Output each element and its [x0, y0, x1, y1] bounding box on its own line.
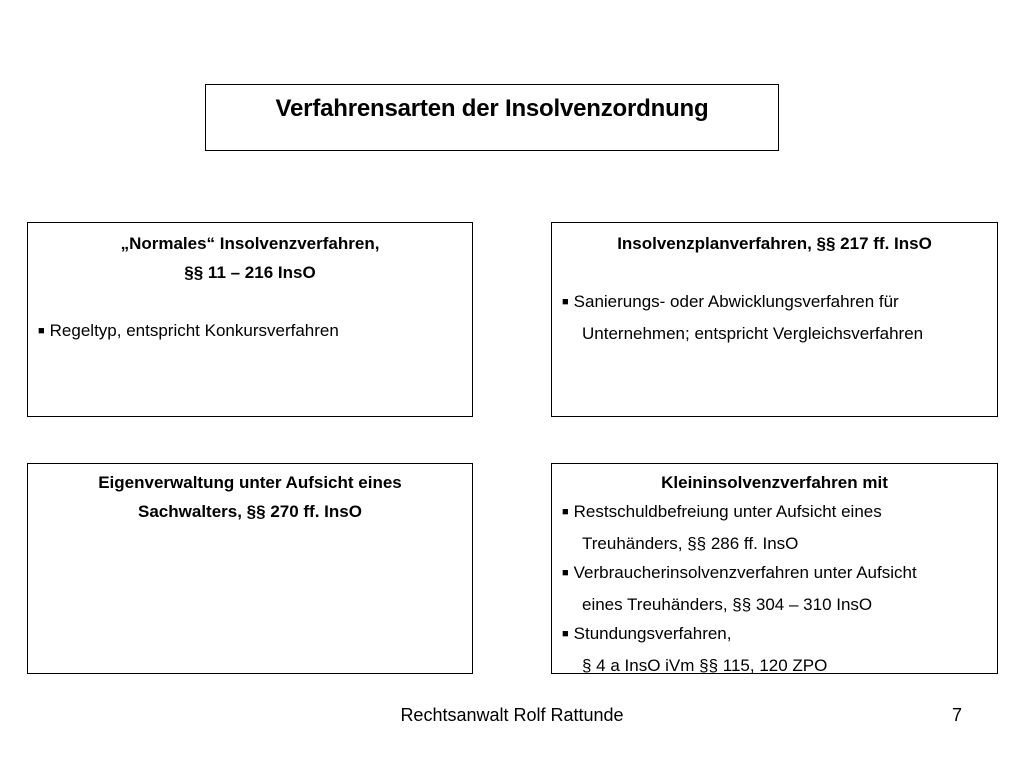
bullet-item: [562, 287, 987, 319]
bullet-continuation: § 4 a InsO iVm §§ 115, 120 ZPO: [582, 656, 828, 675]
bullet-item: [562, 497, 987, 529]
bullet-item: [562, 558, 987, 590]
square-bullet-icon: ■: [562, 296, 569, 308]
title-box: [205, 84, 779, 151]
card-normal-insolvency: [27, 222, 473, 417]
card-heading-line: Sachwalters, §§ 270 ff. InsO: [138, 502, 362, 521]
card-heading-line: „Normales“ Insolvenzverfahren,: [120, 234, 380, 253]
bullet-text: Stundungsverfahren,: [573, 624, 732, 643]
card-heading-line: Kleininsolvenzverfahren mit: [661, 473, 888, 492]
square-bullet-icon: ■: [562, 628, 569, 640]
bullet-continuation: eines Treuhänders, §§ 304 – 310 InsO: [582, 595, 873, 614]
bullet-item: [562, 619, 987, 651]
bullet-text: Regeltyp, entspricht Konkursverfahren: [49, 321, 339, 340]
bullet-continuation: Unternehmen; entspricht Vergleichsverfahren: [582, 324, 924, 343]
page-number: 7: [952, 705, 963, 725]
square-bullet-icon: ■: [562, 567, 569, 579]
card-self-administration: [27, 463, 473, 674]
bullet-continuation: Treuhänders, §§ 286 ff. InsO: [582, 534, 799, 553]
card-insolvency-plan: [551, 222, 998, 417]
square-bullet-icon: ■: [38, 325, 45, 337]
card-heading-line: Insolvenzplanverfahren, §§ 217 ff. InsO: [617, 234, 932, 253]
bullet-item: [38, 316, 462, 348]
footer-author: Rechtsanwalt Rolf Rattunde: [400, 705, 624, 725]
slide-title: Verfahrensarten der Insolvenzordnung: [275, 95, 709, 122]
bullet-text: Sanierungs- oder Abwicklungsverfahren für: [573, 292, 899, 311]
square-bullet-icon: ■: [562, 506, 569, 518]
bullet-text: Verbraucherinsolvenzverfahren unter Aufsicht: [573, 563, 917, 582]
bullet-text: Restschuldbefreiung unter Aufsicht eines: [573, 502, 882, 521]
card-heading-line: §§ 11 – 216 InsO: [184, 263, 316, 282]
card-heading-line: Eigenverwaltung unter Aufsicht eines: [98, 473, 402, 492]
card-small-insolvency: [551, 463, 998, 674]
